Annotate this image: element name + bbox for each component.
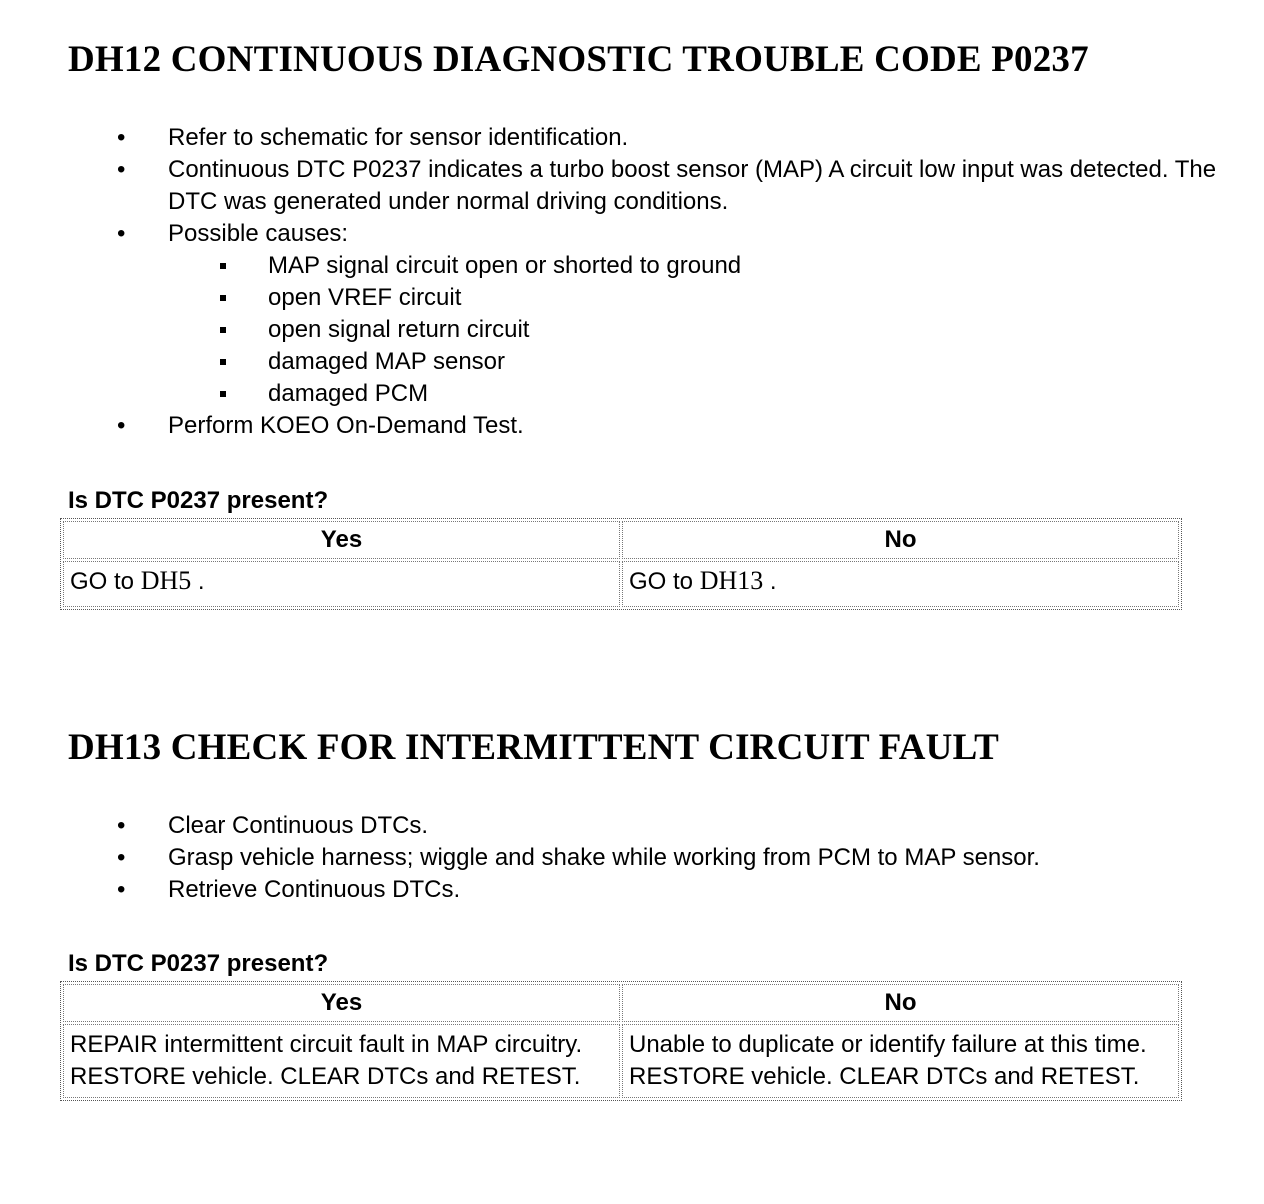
yes-prefix: GO to xyxy=(70,568,141,595)
dh12-answer-table xyxy=(60,518,1182,610)
dh13-link[interactable]: DH13 xyxy=(699,566,764,595)
list-item: open signal return circuit xyxy=(168,314,1228,346)
table-row xyxy=(63,1024,1179,1098)
list-item: MAP signal circuit open or shorted to ground xyxy=(168,250,1228,282)
list-item: • Clear Continuous DTCs. xyxy=(0,810,1228,842)
no-cell: Unable to duplicate or identify failure at this time. RESTORE vehicle. CLEAR DTCs and RETEST. xyxy=(622,1024,1179,1098)
dh13-answer-table xyxy=(60,981,1182,1101)
no-cell xyxy=(622,561,1179,607)
no-header: No xyxy=(622,521,1179,559)
dh13-bullet-list xyxy=(0,810,1228,906)
yes-header: Yes xyxy=(63,984,620,1022)
table-row xyxy=(63,984,1179,1022)
yes-suffix: . xyxy=(191,568,205,595)
yes-cell: REPAIR intermittent circuit fault in MAP circuitry. RESTORE vehicle. CLEAR DTCs and RETEST. xyxy=(63,1024,620,1098)
dh13-title: DH13 CHECK FOR INTERMITTENT CIRCUIT FAULT xyxy=(68,727,999,768)
dh12-question: Is DTC P0237 present? xyxy=(68,487,329,514)
dh13-question: Is DTC P0237 present? xyxy=(68,950,329,977)
yes-header: Yes xyxy=(63,521,620,559)
yes-cell xyxy=(63,561,620,607)
list-item: • Grasp vehicle harness; wiggle and shake while working from PCM to MAP sensor. xyxy=(0,842,1228,874)
list-item: • Continuous DTC P0237 indicates a turbo boost sensor (MAP) A circuit low input was detected. The DTC was generated under normal driving conditions. xyxy=(0,154,1228,218)
dh5-link[interactable]: DH5 xyxy=(140,566,192,595)
list-item: • Retrieve Continuous DTCs. xyxy=(0,874,1228,906)
no-prefix: GO to xyxy=(629,568,700,595)
table-row xyxy=(63,521,1179,559)
table-row xyxy=(63,561,1179,607)
dh12-title: DH12 CONTINUOUS DIAGNOSTIC TROUBLE CODE P0237 xyxy=(68,39,1089,80)
no-suffix: . xyxy=(763,568,777,595)
list-item: • Refer to schematic for sensor identification. xyxy=(0,122,1228,154)
possible-causes-label: Possible causes: xyxy=(168,220,349,247)
list-item: damaged MAP sensor xyxy=(168,346,1228,378)
causes-list xyxy=(168,250,1228,410)
no-header: No xyxy=(622,984,1179,1022)
list-item: damaged PCM xyxy=(168,378,1228,410)
list-item: • Perform KOEO On-Demand Test. xyxy=(0,410,1228,442)
list-item-possible-causes xyxy=(0,218,1228,410)
list-item: open VREF circuit xyxy=(168,282,1228,314)
dh12-bullet-list xyxy=(0,122,1228,442)
